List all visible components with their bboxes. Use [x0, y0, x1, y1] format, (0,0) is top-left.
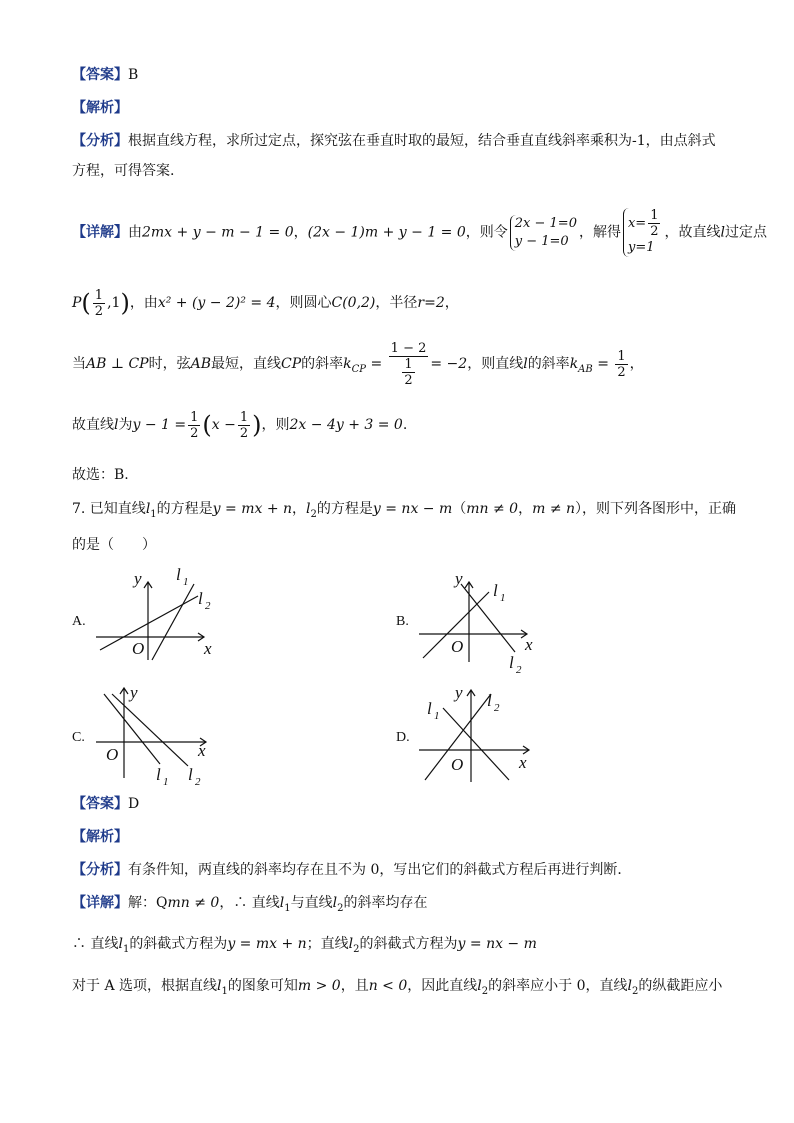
fenxi-label: 【分析】 — [72, 862, 128, 878]
num: 1 — [404, 356, 413, 372]
option-c-label[interactable]: C. — [72, 730, 85, 745]
num: 1 − 2 — [390, 340, 427, 356]
label-x: x — [198, 741, 206, 760]
answer-label: 【答案】 — [72, 67, 128, 83]
question-7-line-1 — [72, 499, 736, 525]
text: 的方程是 — [316, 501, 373, 517]
option-c-graph[interactable] — [92, 680, 222, 788]
option-d-graph[interactable] — [415, 680, 545, 788]
cond: mn ≠ 0 — [466, 501, 519, 517]
label-sub: 2 — [195, 776, 201, 788]
option-a-graph[interactable] — [92, 562, 222, 662]
text: 7. 已知直线 — [72, 501, 146, 517]
text: . — [402, 417, 408, 433]
detail-2-line-2 — [72, 934, 537, 960]
text: 的方程是 — [156, 501, 213, 517]
answer-label: 【答案】 — [72, 796, 128, 812]
fraction — [238, 410, 250, 441]
label-y: y — [455, 683, 463, 702]
option-b-label[interactable]: B. — [396, 614, 409, 629]
fraction — [648, 208, 660, 239]
label-sub: 1 — [500, 592, 506, 604]
text: 对于 A 选项，根据直线 — [72, 978, 218, 994]
var: l — [720, 224, 725, 241]
sub: 2 — [310, 508, 317, 520]
equation: 2mx + y − m − 1 = 0 — [142, 224, 294, 241]
label-origin: O — [132, 639, 145, 658]
label-origin: O — [106, 745, 119, 764]
eq-sign: = — [366, 356, 387, 372]
line-l1 — [152, 584, 194, 660]
label-y: y — [134, 569, 142, 588]
text: Q — [156, 895, 168, 911]
center: C(0,2) — [331, 295, 376, 311]
text: ,1 — [107, 295, 121, 311]
num: 1 — [94, 287, 104, 303]
fraction — [389, 341, 429, 388]
label-sub: 2 — [494, 702, 500, 714]
option-b-graph[interactable] — [415, 562, 545, 677]
var: l — [118, 936, 123, 952]
text: ，∴ 直线 — [219, 895, 280, 911]
text: 最短，直线 — [211, 356, 282, 372]
var: AB — [190, 356, 212, 372]
text: 为 — [118, 417, 133, 433]
cond: m ≠ n — [532, 501, 576, 517]
text: ，则令 — [465, 224, 508, 241]
label-sub: 1 — [183, 576, 189, 588]
label-x: x — [519, 753, 527, 772]
text: ，半径 — [375, 295, 418, 311]
equation: x² + (y − 2)² = 4 — [157, 295, 276, 311]
text: 当 — [72, 356, 86, 372]
sub: CP — [351, 363, 367, 375]
text: ， — [518, 501, 533, 517]
var: l — [348, 936, 354, 952]
den: 2 — [190, 425, 199, 441]
cond: n < 0 — [368, 978, 408, 994]
label-l: l — [427, 699, 432, 718]
analysis-label: 【解析】 — [72, 100, 128, 116]
sub: 1 — [150, 508, 157, 520]
answer-1 — [72, 65, 138, 85]
text: ， — [629, 356, 644, 372]
text: 由 — [128, 224, 142, 241]
label-l: l — [188, 765, 193, 784]
label-l: l — [198, 589, 203, 608]
sub: 1 — [284, 902, 291, 914]
cond: m > 0 — [297, 978, 341, 994]
sub: 2 — [631, 985, 639, 997]
text: 的纵截距应小 — [638, 978, 723, 994]
den: 2 — [650, 224, 659, 239]
text: ，则 — [261, 417, 290, 433]
var: l — [332, 895, 338, 911]
var: l — [217, 978, 222, 994]
equation: (2x − 1)m + y − 1 = 0 — [307, 224, 466, 241]
detail-2-line-3 — [72, 976, 722, 1002]
num: 1 — [239, 409, 249, 425]
text: 的图象可知 — [227, 978, 298, 994]
equation-system-2 — [623, 208, 663, 257]
sys-row: x= — [627, 216, 647, 231]
equation: y = nx − m — [457, 936, 537, 952]
sys-row: 2x − 1=0 — [514, 215, 577, 231]
equation-system-1 — [510, 215, 577, 251]
conclusion: 故选：B. — [72, 467, 129, 483]
paren: ( — [202, 411, 212, 439]
text: 的斜率 — [301, 356, 344, 372]
label-sub: 2 — [516, 664, 522, 676]
eq-sign: = — [592, 356, 614, 372]
sub: 1 — [122, 943, 130, 955]
var: CP — [281, 356, 302, 372]
equation: y = mx + n — [212, 501, 293, 517]
equation: 2x − 4y + 3 = 0 — [289, 417, 403, 433]
sub: 2 — [481, 985, 489, 997]
equation: y = mx + n — [227, 936, 307, 952]
text: 的是（ ） — [72, 537, 156, 553]
answer-2 — [72, 794, 139, 814]
var: k — [343, 356, 352, 372]
label-x: x — [525, 635, 533, 654]
detail-1-line-4 — [72, 405, 407, 445]
equation: x − — [211, 417, 236, 433]
sub: AB — [578, 363, 593, 375]
text: 的斜率应小于 0，直线 — [488, 978, 628, 994]
var: l — [523, 356, 528, 372]
sys-row: y=1 — [627, 240, 655, 255]
text: 故直线 — [72, 417, 114, 433]
label-l: l — [176, 565, 181, 584]
fenxi-2 — [72, 860, 631, 880]
num: 1 — [190, 409, 199, 425]
fenxi-text: 有条件知，两直线的斜率均存在且不为 0，写出它们的斜截式方程后再进行判断． — [128, 862, 632, 878]
den: 2 — [239, 425, 249, 441]
var: l — [306, 501, 311, 517]
den — [389, 357, 429, 388]
num: 1 — [617, 348, 626, 364]
text: 的斜率均存在 — [343, 895, 428, 911]
sys-row: y − 1=0 — [514, 233, 569, 249]
text: ，且 — [340, 978, 369, 994]
text: ，解得 — [578, 224, 621, 241]
text: 解： — [128, 895, 156, 911]
label-l: l — [509, 653, 514, 672]
option-a-label[interactable]: A. — [72, 614, 86, 629]
inner-fraction — [402, 357, 414, 388]
var: k — [569, 356, 579, 372]
text: ， — [292, 501, 307, 517]
text: ；直线 — [306, 936, 349, 952]
var: l — [477, 978, 482, 994]
text: ），则下列各图形中，正确 — [575, 501, 737, 517]
label-y: y — [130, 683, 138, 702]
answer-value: B — [128, 67, 139, 83]
conclusion-1 — [72, 465, 129, 485]
fraction — [615, 349, 627, 380]
text: 的斜截式方程为 — [129, 936, 228, 952]
text: （ — [452, 501, 467, 517]
label-l: l — [493, 581, 498, 600]
fraction — [93, 288, 105, 319]
den: 2 — [94, 303, 104, 319]
text: ，由 — [129, 295, 158, 311]
cond: AB ⊥ CP — [86, 356, 149, 372]
text: 过定点 — [724, 224, 767, 241]
label-x: x — [204, 639, 212, 658]
var: l — [279, 895, 285, 911]
var: l — [627, 978, 632, 994]
fenxi-1 — [72, 131, 716, 151]
label-l: l — [156, 765, 161, 784]
detail-1-line-2 — [72, 283, 459, 323]
num: 1 — [650, 208, 659, 223]
text: ， — [444, 295, 459, 311]
text: 的斜截式方程为 — [359, 936, 458, 952]
label-y: y — [455, 569, 463, 588]
answer-value: D — [128, 796, 140, 812]
text: ，则直线 — [467, 356, 524, 372]
label-sub: 2 — [205, 600, 211, 612]
text: ，因此直线 — [407, 978, 478, 994]
fenxi-text-cont: 方程，可得答案. — [72, 163, 175, 179]
paren: ) — [252, 411, 262, 439]
question-7-line-2 — [72, 535, 156, 555]
detail-1-line-3 — [72, 340, 644, 394]
den: 2 — [617, 364, 626, 380]
radius: r=2 — [417, 295, 445, 311]
cond: mn ≠ 0 — [167, 895, 220, 911]
text: ，故直线 — [664, 224, 721, 241]
sub: 1 — [221, 985, 228, 997]
paren: ( — [81, 289, 91, 317]
equation: y − 1 = — [132, 417, 187, 433]
analysis-header-1 — [72, 98, 128, 118]
text: 与直线 — [290, 895, 333, 911]
equation: y = nx − m — [372, 501, 453, 517]
paren: ) — [120, 289, 130, 317]
text: 的斜率 — [527, 356, 570, 372]
detail-label: 【详解】 — [72, 895, 128, 911]
label-origin: O — [451, 637, 464, 656]
label-origin: O — [451, 755, 464, 774]
point-P: P — [72, 295, 82, 311]
fenxi-1-cont — [72, 161, 174, 181]
text: ∴ 直线 — [72, 936, 119, 952]
detail-1-line-1 — [72, 208, 767, 257]
detail-2-line-1 — [72, 893, 428, 919]
text: ，则圆心 — [275, 295, 332, 311]
var: l — [114, 417, 119, 433]
analysis-label: 【解析】 — [72, 829, 128, 845]
label-sub: 1 — [163, 776, 169, 788]
fraction — [188, 410, 200, 441]
label-l: l — [487, 691, 492, 710]
option-d-label[interactable]: D. — [396, 730, 410, 745]
label-sub: 1 — [434, 710, 440, 722]
text: ， — [293, 224, 308, 241]
var: l — [145, 501, 151, 517]
analysis-header-2 — [72, 827, 128, 847]
den: 2 — [404, 372, 413, 388]
fenxi-text: 根据直线方程，求所过定点，探究弦在垂直时取的最短，结合垂直直线斜率乘积为-1，由点斜式 — [128, 133, 716, 149]
sub: 2 — [337, 902, 344, 914]
detail-label: 【详解】 — [72, 224, 128, 241]
fenxi-label: 【分析】 — [72, 133, 128, 149]
sub: 2 — [353, 943, 360, 955]
text: = −2 — [430, 356, 468, 372]
text: 时，弦 — [148, 356, 191, 372]
